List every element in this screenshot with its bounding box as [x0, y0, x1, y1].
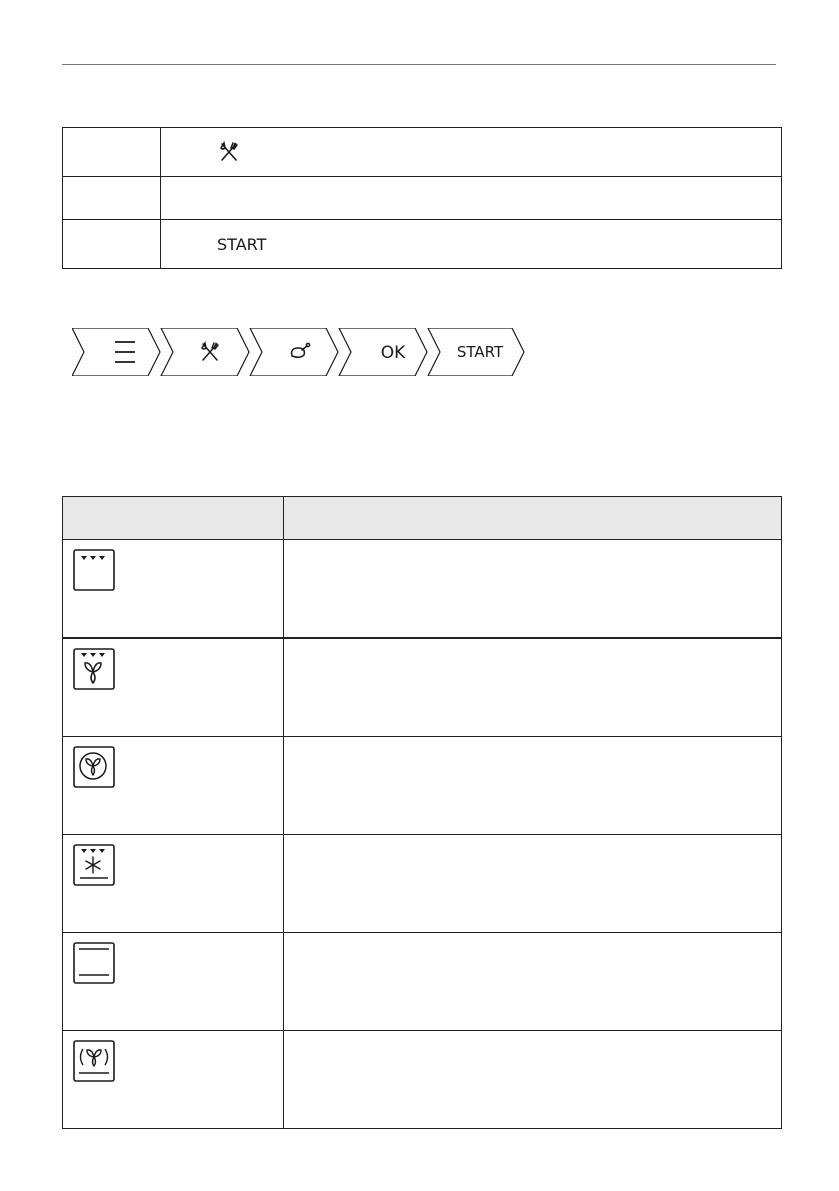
functions-table: [62, 496, 782, 1129]
function-icon-cell: [63, 540, 284, 639]
function-description: [284, 1031, 782, 1129]
ok-label: OK: [380, 343, 406, 363]
chevron-step-dish: [250, 328, 338, 376]
table-row: [63, 933, 782, 1031]
fan-icon: [73, 746, 115, 788]
table-row: [63, 638, 782, 737]
chevron-step-assisted: [161, 328, 249, 376]
step-number: [63, 177, 161, 220]
function-icon-cell: [63, 638, 284, 737]
step-description: [161, 128, 782, 177]
steps-table: [62, 127, 782, 269]
step-description: [161, 177, 782, 220]
step-row: [63, 128, 782, 177]
function-description: [284, 737, 782, 835]
function-description: [284, 933, 782, 1031]
column-header: [63, 497, 284, 540]
shortcut-sequence: [72, 328, 532, 376]
table-header: [63, 497, 782, 540]
step-number: [63, 220, 161, 269]
table-row: [63, 1031, 782, 1129]
table-row: [63, 540, 782, 639]
function-icon-cell: [63, 933, 284, 1031]
start-label: START: [456, 343, 504, 361]
function-icon-cell: [63, 1031, 284, 1129]
step-number: [63, 128, 161, 177]
function-description: [284, 638, 782, 737]
fan-with-top-heat-icon: [73, 648, 115, 690]
header-rule: [62, 64, 776, 65]
top-heat-icon: [73, 549, 115, 591]
step-description: [161, 220, 782, 269]
step-row: [63, 220, 782, 269]
table-row: [63, 835, 782, 933]
function-description: [284, 835, 782, 933]
column-header: [284, 497, 782, 540]
step-row: [63, 177, 782, 220]
table-row: [63, 737, 782, 835]
fan-bottom-heat-icon: [73, 1040, 115, 1082]
function-description: [284, 540, 782, 639]
start-label: START: [217, 234, 267, 254]
function-icon-cell: [63, 835, 284, 933]
function-icon-cell: [63, 737, 284, 835]
assisted-cooking-icon: [217, 140, 241, 164]
top-bottom-heat-icon: [73, 942, 115, 984]
defrost-icon: [73, 844, 115, 886]
